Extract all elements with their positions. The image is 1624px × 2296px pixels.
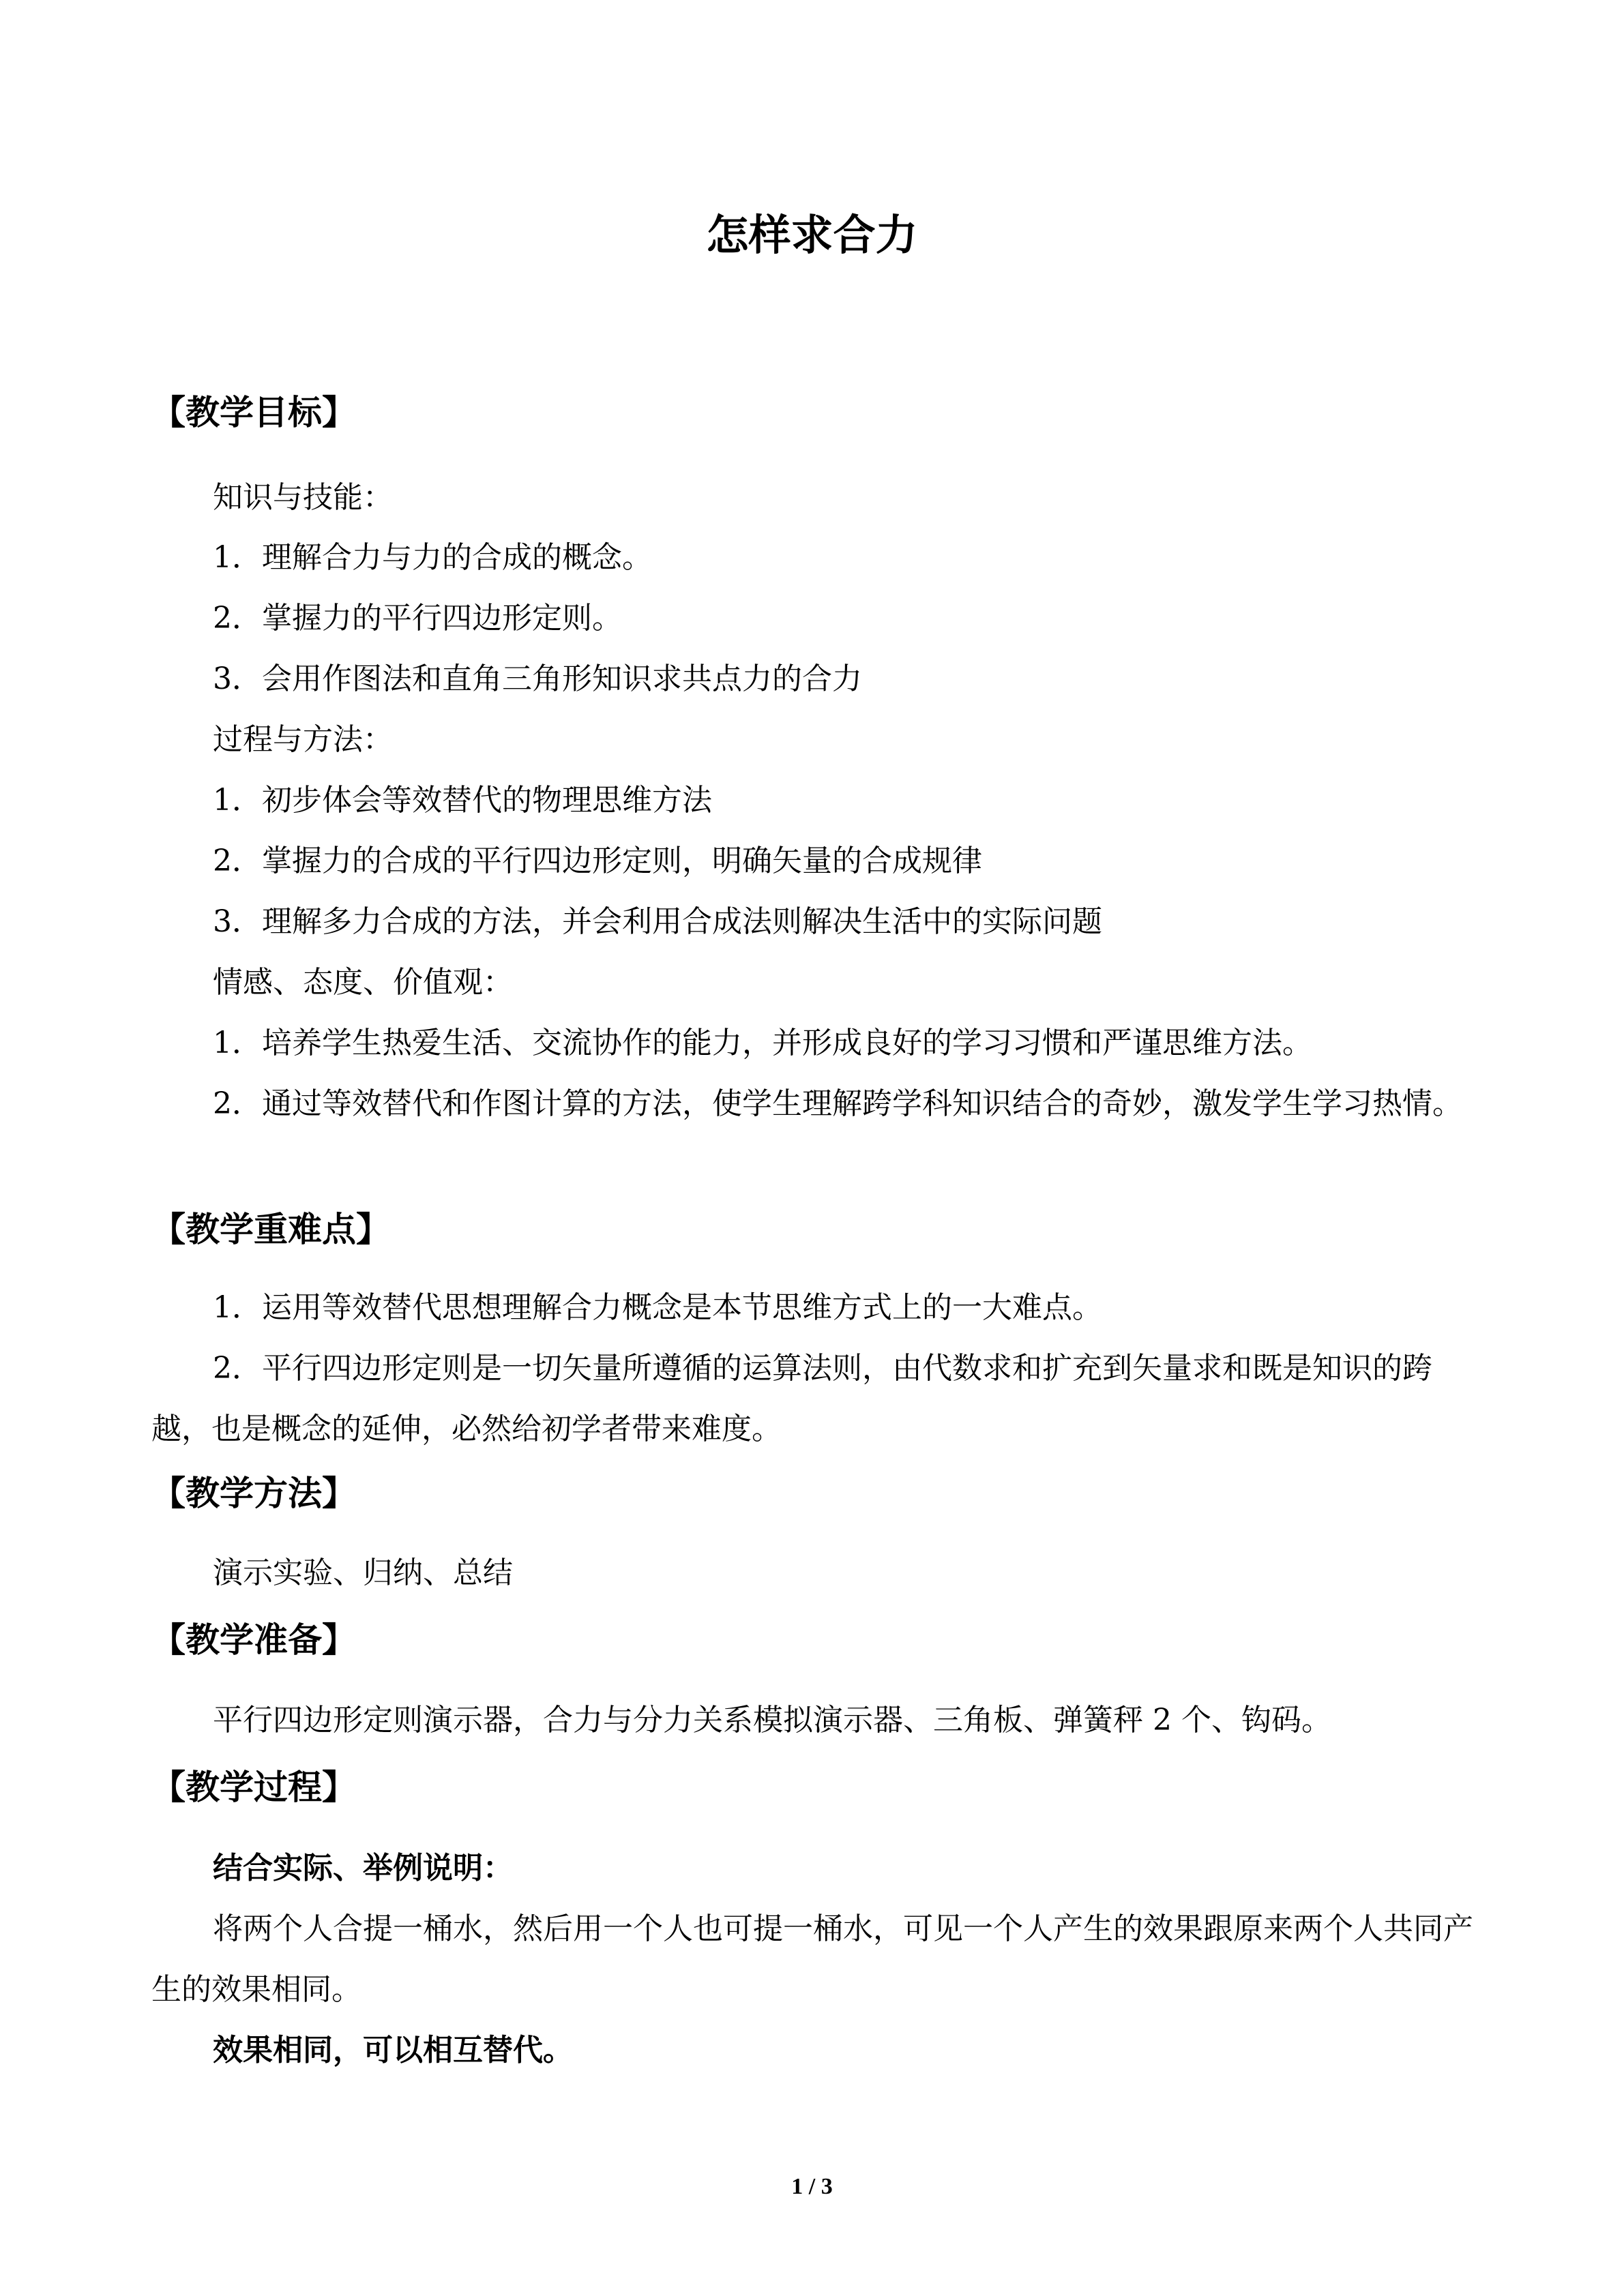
key-points-item: 2．平行四边形定则是一切矢量所遵循的运算法则，由代数求和扩充到矢量求和既是知识的跨越，也是概念的延伸，必然给初学者带来难度。: [151, 1351, 1432, 1446]
preparation-text: 平行四边形定则演示器，合力与分力关系模拟演示器、三角板、弹簧秤 2 个、钩码。: [213, 1703, 1331, 1738]
objectives-process-label: 过程与方法：: [213, 722, 393, 757]
section-heading-preparation: 【教学准备】: [151, 1620, 356, 1660]
objectives-emotion-label: 情感、态度、价值观：: [213, 965, 513, 1000]
objectives-knowledge-item: 3．会用作图法和直角三角形知识求共点力的合力: [213, 661, 862, 696]
objectives-knowledge-item: 2．掌握力的平行四边形定则。: [213, 601, 622, 636]
objectives-knowledge-item: 1．理解合力与力的合成的概念。: [213, 540, 652, 575]
process-conclusion: 效果相同，可以相互替代。: [213, 2033, 573, 2068]
objectives-process-item: 3．理解多力合成的方法，并会利用合成法则解决生活中的实际问题: [213, 904, 1102, 939]
process-subheading: 结合实际、举例说明：: [213, 1851, 513, 1885]
objectives-process-item: 2．掌握力的合成的平行四边形定则，明确矢量的合成规律: [213, 844, 982, 878]
page-title: 怎样求合力: [706, 210, 918, 260]
section-heading-key-points: 【教学重难点】: [151, 1209, 390, 1249]
objectives-emotion-item: 1．培养学生热爱生活、交流协作的能力，并形成良好的学习习惯和严谨思维方法。: [213, 1026, 1312, 1060]
methods-text: 演示实验、归纳、总结: [213, 1555, 513, 1590]
objectives-process-item: 1．初步体会等效替代的物理思维方法: [213, 783, 712, 818]
section-heading-methods: 【教学方法】: [151, 1473, 356, 1513]
process-paragraph: 将两个人合提一桶水，然后用一个人也可提一桶水，可见一个人产生的效果跟原来两个人共同产生的效果相同。: [151, 1911, 1473, 2007]
section-heading-process: 【教学过程】: [151, 1767, 356, 1807]
objectives-knowledge-label: 知识与技能：: [213, 480, 393, 515]
objectives-emotion-item: 2．通过等效替代和作图计算的方法，使学生理解跨学科知识结合的奇妙，激发学生学习热情。: [213, 1086, 1462, 1121]
section-heading-objectives: 【教学目标】: [151, 392, 356, 432]
page-number: 1 / 3: [791, 2174, 833, 2199]
key-points-item: 1．运用等效替代思想理解合力概念是本节思维方式上的一大难点。: [213, 1290, 1102, 1325]
